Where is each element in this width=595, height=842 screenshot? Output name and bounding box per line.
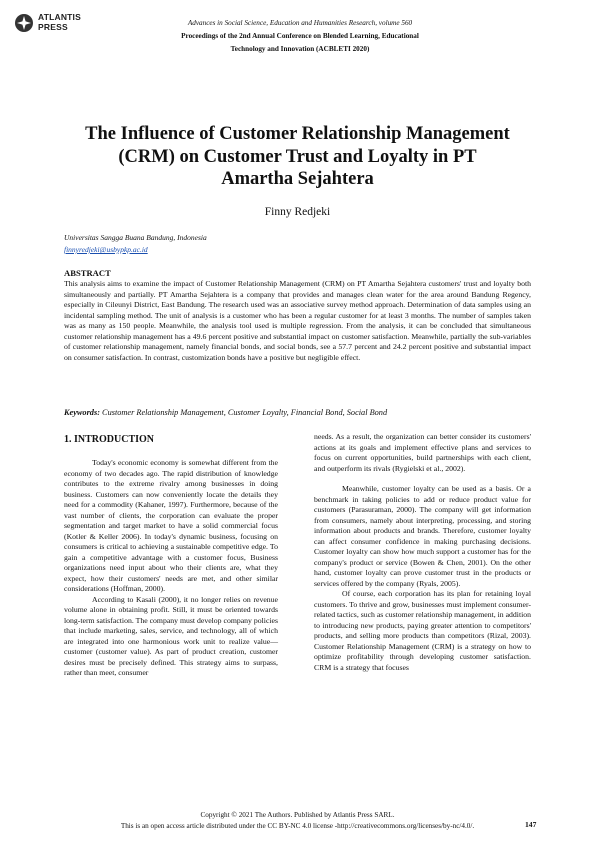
page-number: 147 xyxy=(525,820,537,829)
paragraph: According to Kasali (2000), it no longer relies on revenue volume alone in obtaining profit. Still, it must be oriented towards long-term satisfaction. The company must develop company policies that include marketing, sales, service, and technology, all of which are integrated into one harmonious work unit to realize value—customer (customer value). As part of product creation, customer desires must be precisely defined. This strategy aims to surpass, rather than meet, consumer xyxy=(64,594,278,677)
affiliation-block xyxy=(64,232,207,256)
proceedings-line2: Technology and Innovation (ACBLETI 2020) xyxy=(230,45,370,53)
keywords-label: Keywords: xyxy=(64,408,100,417)
title-line1: The Influence of Customer Relationship Management xyxy=(85,124,510,144)
title-line3: Amartha Sejahtera xyxy=(221,169,374,189)
publisher-logo xyxy=(14,12,84,38)
author-email-link[interactable]: finnyredjeki@usbypkp.ac.id xyxy=(64,245,148,254)
right-column xyxy=(314,432,531,673)
paragraph: Meanwhile, customer loyalty can be used as a basis. Or a benchmark in taking policies to add or reduce product value for customers (Parasuraman, 2000). The company will get information from consumers, namely about interpreting, processing, and storing information about products and brands. Therefore, customer loyalty can affect consumer confidence in making purchasing decisions. Customer loyalty can show how much support a customer has for the company's product or service (Bowen & Chen, 2001). On the other hand, customer loyalty can prove customer trust in the products or services offered by the company (Ryals, 2005). xyxy=(314,484,531,588)
keywords xyxy=(64,408,531,417)
proceedings-line1: Proceedings of the 2nd Annual Conference on Blended Learning, Educational xyxy=(181,32,419,40)
license-line: This is an open access article distributed under the CC BY-NC 4.0 license -http://creativecommons.org/licenses/by-nc/4.0/. xyxy=(120,821,475,830)
logo-line1: ATLANTIS xyxy=(38,12,81,22)
page-footer xyxy=(0,810,595,831)
copyright-line: Copyright © 2021 The Authors. Published by Atlantis Press SARL. xyxy=(200,811,395,819)
abstract-text: This analysis aims to examine the impact of Customer Relationship Management (CRM) on PT Amartha Sejahtera customers' trust and loyalty both simultaneously and partially. PT Amartha Sejahtera is a company that provides and manages clean water for the area around Bandung Regency, especially in Cileunyi District, East Bandung. The research used was an associative survey method approach. Determination of data samples using an incidental sampling method. The unit of analysis is a customer who has been a regular customer for at least 3 months. The number of samples taken was as many as 150 people. Meanwhile, the analysis tool used is multiple regression. From the analysis, it can be concluded that simultaneous customer relationship management has a 49.6 percent positive and substantial impact on customer satisfaction. Meanwhile, partially the sub-variables of customer relationship management, namely financial bonds, and social bonds, see a 57.7 percent and 24.2 percent positive and substantial impact on consumer satisfaction. In contrast, customization bonds have a positive but negligible effect. xyxy=(64,279,531,362)
atlantis-star-icon xyxy=(14,13,34,33)
running-header xyxy=(100,17,500,56)
logo-text xyxy=(38,12,81,32)
paragraph: needs. As a result, the organization can better consider its customers' actions at its goals and implement effective plans and services to focus on current opportunities, build partnerships with each client, and outperform its rivals (Rygielski et al., 2002). xyxy=(314,432,531,473)
abstract-heading: ABSTRACT xyxy=(64,268,111,278)
keywords-text: Customer Relationship Management, Customer Loyalty, Financial Bond, Social Bond xyxy=(102,408,388,417)
paragraph: Today's economic economy is somewhat different from the economy of two decades ago. The rapid distribution of knowledge contributes to the extreme rivalry among businesses in doing business. Customers can now conveniently locate the details they need for a commodity (Kahaner, 1997). Furthermore, because of the vast number of clients, the corporation can evaluate the proper segmentation and target market to have a solid commercial focus (Kotler & Keller 2006). In today's dynamic business, focusing on consumers is critical to achieving a sustainable competitive edge. To gain a competitive advantage with a customer focus, Business organizations need input about who their clients are, what they expect, how their customers' needs are met, and other similar considerations (Hoffman, 2000). xyxy=(64,458,278,593)
section-heading-introduction: 1. INTRODUCTION xyxy=(64,434,155,445)
author-name: Finny Redjeki xyxy=(264,206,331,218)
affiliation: Universitas Sangga Buana Bandung, Indonesia xyxy=(64,233,207,242)
paragraph: Of course, each corporation has its plan for retaining loyal customers. To thrive and grow, businesses must implement consumer-related tactics, such as customer relationship management, in addition to introducing new products, paying greater attention to competitors' products, and selling more products than competitors (Rizal, 2003). Customer Relationship Management (CRM) is a strategy on how to optimize profitability through developing customer satisfaction. CRM is a strategy that focuses xyxy=(314,589,531,672)
left-column xyxy=(64,458,278,679)
journal-volume: Advances in Social Science, Education and Humanities Research, volume 560 xyxy=(187,19,413,27)
paper-title xyxy=(40,123,555,191)
logo-line2: PRESS xyxy=(38,22,68,32)
title-line2: (CRM) on Customer Trust and Loyalty in PT xyxy=(118,146,477,167)
